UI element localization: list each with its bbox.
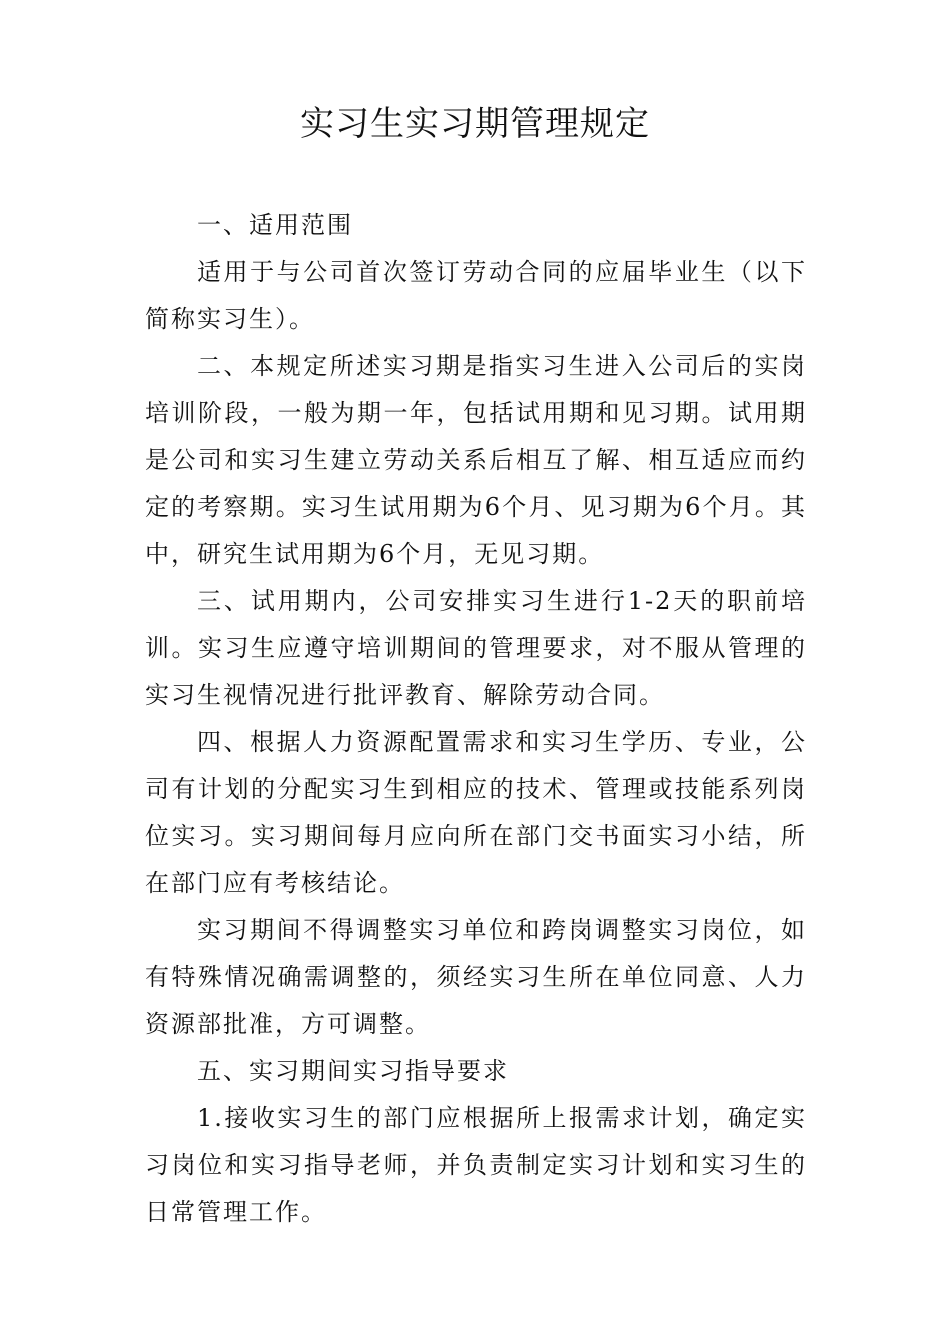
paragraph-pre-job-training: 三、试用期内，公司安排实习生进行1-2天的职前培训。实习生应遵守培训期间的管理要求，对不服从管理的实习生视情况进行批评教育、解除劳动合同。 xyxy=(145,587,807,709)
paragraph-scope-content: 适用于与公司首次签订劳动合同的应届毕业生（以下简称实习生）。 xyxy=(145,258,807,333)
document-body xyxy=(145,202,807,1236)
document-title: 实习生实习期管理规定 xyxy=(300,104,650,144)
paragraph-guidance-item-1: 1.接收实习生的部门应根据所上报需求计划，确定实习岗位和实习指导老师，并负责制定实习计划和实习生的日常管理工作。 xyxy=(145,1104,807,1226)
section-heading-guidance: 五、实习期间实习指导要求 xyxy=(197,1057,509,1085)
paragraph-internship-period: 二、本规定所述实习期是指实习生进入公司后的实岗培训阶段，一般为期一年，包括试用期和见习期。试用期是公司和实习生建立劳动关系后相互了解、相互适应而约定的考察期。实习生试用期为6个月、见习期为6个月。其中，研究生试用期为6个月，无见习期。 xyxy=(145,352,807,568)
paragraph-job-assignment: 四、根据人力资源配置需求和实习生学历、专业，公司有计划的分配实习生到相应的技术、管理或技能系列岗位实习。实习期间每月应向所在部门交书面实习小结，所在部门应有考核结论。 xyxy=(145,728,807,897)
paragraph-position-adjustment: 实习期间不得调整实习单位和跨岗调整实习岗位，如有特殊情况确需调整的，须经实习生所在单位同意、人力资源部批准，方可调整。 xyxy=(145,916,807,1038)
section-heading-scope: 一、适用范围 xyxy=(197,211,353,239)
